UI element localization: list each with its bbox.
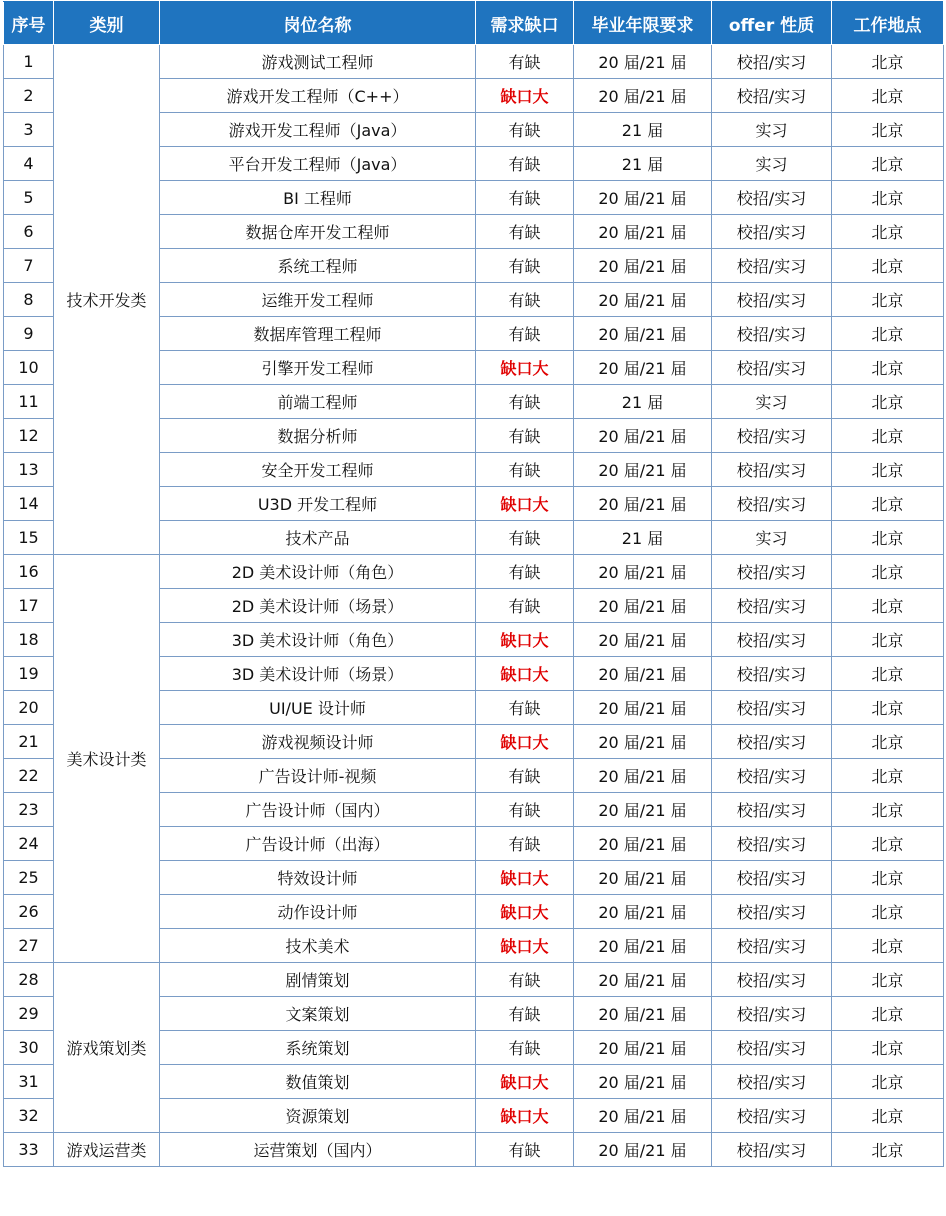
cell-position: 3D 美术设计师（角色） xyxy=(160,623,476,657)
cell-demand: 有缺 xyxy=(476,691,574,725)
cell-position: 平台开发工程师（Java） xyxy=(160,147,476,181)
table-body xyxy=(4,45,944,1167)
cell-offer-type: 校招/实习 xyxy=(712,283,832,317)
cell-offer-type: 校招/实习 xyxy=(712,487,832,521)
cell-offer-type: 校招/实习 xyxy=(712,657,832,691)
cell-position: 安全开发工程师 xyxy=(160,453,476,487)
table-row xyxy=(4,45,944,79)
cell-index: 12 xyxy=(4,419,54,453)
cell-position: BI 工程师 xyxy=(160,181,476,215)
cell-graduation: 20 届/21 届 xyxy=(574,555,712,589)
cell-position: 技术美术 xyxy=(160,929,476,963)
cell-index: 31 xyxy=(4,1065,54,1099)
cell-index: 28 xyxy=(4,963,54,997)
cell-position: 数值策划 xyxy=(160,1065,476,1099)
cell-index: 6 xyxy=(4,215,54,249)
cell-demand: 有缺 xyxy=(476,45,574,79)
cell-graduation: 21 届 xyxy=(574,521,712,555)
cell-index: 22 xyxy=(4,759,54,793)
cell-demand: 有缺 xyxy=(476,249,574,283)
cell-index: 1 xyxy=(4,45,54,79)
cell-index: 4 xyxy=(4,147,54,181)
job-table-container xyxy=(3,1,943,1167)
cell-index: 23 xyxy=(4,793,54,827)
cell-position: 资源策划 xyxy=(160,1099,476,1133)
cell-location: 北京 xyxy=(832,895,944,929)
cell-index: 11 xyxy=(4,385,54,419)
cell-graduation: 20 届/21 届 xyxy=(574,351,712,385)
cell-position: 数据分析师 xyxy=(160,419,476,453)
cell-graduation: 21 届 xyxy=(574,385,712,419)
cell-graduation: 20 届/21 届 xyxy=(574,657,712,691)
cell-demand: 缺口大 xyxy=(476,861,574,895)
cell-index: 30 xyxy=(4,1031,54,1065)
cell-position: 2D 美术设计师（场景） xyxy=(160,589,476,623)
cell-index: 9 xyxy=(4,317,54,351)
cell-location: 北京 xyxy=(832,215,944,249)
cell-position: 2D 美术设计师（角色） xyxy=(160,555,476,589)
cell-offer-type: 校招/实习 xyxy=(712,1031,832,1065)
cell-demand: 有缺 xyxy=(476,589,574,623)
cell-index: 5 xyxy=(4,181,54,215)
cell-index: 32 xyxy=(4,1099,54,1133)
cell-demand: 有缺 xyxy=(476,283,574,317)
cell-demand: 有缺 xyxy=(476,385,574,419)
cell-graduation: 20 届/21 届 xyxy=(574,589,712,623)
cell-graduation: 20 届/21 届 xyxy=(574,79,712,113)
cell-position: 数据库管理工程师 xyxy=(160,317,476,351)
cell-position: 数据仓库开发工程师 xyxy=(160,215,476,249)
cell-index: 7 xyxy=(4,249,54,283)
cell-category: 技术开发类 xyxy=(54,45,160,555)
cell-position: 剧情策划 xyxy=(160,963,476,997)
cell-position: 运营策划（国内） xyxy=(160,1133,476,1167)
cell-demand: 缺口大 xyxy=(476,657,574,691)
cell-graduation: 20 届/21 届 xyxy=(574,895,712,929)
cell-index: 8 xyxy=(4,283,54,317)
cell-graduation: 20 届/21 届 xyxy=(574,487,712,521)
cell-index: 17 xyxy=(4,589,54,623)
header-location: 工作地点 xyxy=(832,2,944,45)
cell-location: 北京 xyxy=(832,249,944,283)
cell-index: 27 xyxy=(4,929,54,963)
cell-offer-type: 校招/实习 xyxy=(712,79,832,113)
cell-demand: 缺口大 xyxy=(476,725,574,759)
cell-demand: 缺口大 xyxy=(476,487,574,521)
cell-offer-type: 校招/实习 xyxy=(712,215,832,249)
cell-graduation: 20 届/21 届 xyxy=(574,1065,712,1099)
header-graduation: 毕业年限要求 xyxy=(574,2,712,45)
cell-demand: 有缺 xyxy=(476,759,574,793)
cell-graduation: 20 届/21 届 xyxy=(574,861,712,895)
cell-graduation: 20 届/21 届 xyxy=(574,283,712,317)
cell-offer-type: 校招/实习 xyxy=(712,929,832,963)
cell-index: 13 xyxy=(4,453,54,487)
cell-location: 北京 xyxy=(832,45,944,79)
cell-index: 3 xyxy=(4,113,54,147)
cell-category: 游戏运营类 xyxy=(54,1133,160,1167)
cell-demand: 缺口大 xyxy=(476,623,574,657)
cell-offer-type: 校招/实习 xyxy=(712,623,832,657)
cell-position: 引擎开发工程师 xyxy=(160,351,476,385)
cell-location: 北京 xyxy=(832,759,944,793)
cell-demand: 有缺 xyxy=(476,453,574,487)
cell-position: 技术产品 xyxy=(160,521,476,555)
cell-position: U3D 开发工程师 xyxy=(160,487,476,521)
cell-position: UI/UE 设计师 xyxy=(160,691,476,725)
cell-demand: 缺口大 xyxy=(476,895,574,929)
cell-offer-type: 校招/实习 xyxy=(712,419,832,453)
cell-index: 20 xyxy=(4,691,54,725)
cell-index: 25 xyxy=(4,861,54,895)
cell-offer-type: 校招/实习 xyxy=(712,963,832,997)
cell-graduation: 20 届/21 届 xyxy=(574,1031,712,1065)
cell-category: 美术设计类 xyxy=(54,555,160,963)
cell-location: 北京 xyxy=(832,113,944,147)
cell-position: 游戏开发工程师（Java） xyxy=(160,113,476,147)
cell-demand: 有缺 xyxy=(476,317,574,351)
cell-offer-type: 校招/实习 xyxy=(712,589,832,623)
cell-position: 3D 美术设计师（场景） xyxy=(160,657,476,691)
cell-demand: 缺口大 xyxy=(476,1099,574,1133)
cell-location: 北京 xyxy=(832,1031,944,1065)
cell-index: 29 xyxy=(4,997,54,1031)
cell-location: 北京 xyxy=(832,317,944,351)
cell-index: 21 xyxy=(4,725,54,759)
cell-position: 前端工程师 xyxy=(160,385,476,419)
cell-offer-type: 校招/实习 xyxy=(712,1099,832,1133)
cell-index: 15 xyxy=(4,521,54,555)
cell-position: 广告设计师（出海） xyxy=(160,827,476,861)
cell-offer-type: 校招/实习 xyxy=(712,351,832,385)
cell-demand: 有缺 xyxy=(476,793,574,827)
cell-demand: 缺口大 xyxy=(476,929,574,963)
cell-offer-type: 校招/实习 xyxy=(712,249,832,283)
cell-demand: 有缺 xyxy=(476,827,574,861)
cell-location: 北京 xyxy=(832,963,944,997)
cell-index: 24 xyxy=(4,827,54,861)
cell-graduation: 20 届/21 届 xyxy=(574,419,712,453)
cell-position: 游戏视频设计师 xyxy=(160,725,476,759)
cell-location: 北京 xyxy=(832,691,944,725)
cell-offer-type: 校招/实习 xyxy=(712,725,832,759)
cell-location: 北京 xyxy=(832,487,944,521)
table-row xyxy=(4,963,944,997)
cell-location: 北京 xyxy=(832,1099,944,1133)
cell-position: 运维开发工程师 xyxy=(160,283,476,317)
cell-location: 北京 xyxy=(832,521,944,555)
cell-graduation: 20 届/21 届 xyxy=(574,997,712,1031)
cell-graduation: 20 届/21 届 xyxy=(574,249,712,283)
cell-offer-type: 校招/实习 xyxy=(712,555,832,589)
cell-location: 北京 xyxy=(832,351,944,385)
cell-graduation: 20 届/21 届 xyxy=(574,793,712,827)
header-category: 类别 xyxy=(54,2,160,45)
cell-demand: 有缺 xyxy=(476,555,574,589)
cell-location: 北京 xyxy=(832,1133,944,1167)
cell-index: 19 xyxy=(4,657,54,691)
cell-demand: 缺口大 xyxy=(476,1065,574,1099)
cell-demand: 有缺 xyxy=(476,147,574,181)
cell-location: 北京 xyxy=(832,555,944,589)
cell-graduation: 20 届/21 届 xyxy=(574,623,712,657)
cell-demand: 有缺 xyxy=(476,181,574,215)
cell-offer-type: 实习 xyxy=(712,385,832,419)
cell-demand: 有缺 xyxy=(476,1031,574,1065)
cell-position: 系统工程师 xyxy=(160,249,476,283)
cell-index: 14 xyxy=(4,487,54,521)
cell-demand: 缺口大 xyxy=(476,79,574,113)
cell-graduation: 20 届/21 届 xyxy=(574,317,712,351)
cell-offer-type: 校招/实习 xyxy=(712,181,832,215)
table-row xyxy=(4,555,944,589)
cell-demand: 有缺 xyxy=(476,113,574,147)
header-row xyxy=(4,2,944,45)
cell-location: 北京 xyxy=(832,589,944,623)
cell-graduation: 21 届 xyxy=(574,113,712,147)
cell-position: 游戏开发工程师（C++） xyxy=(160,79,476,113)
cell-offer-type: 校招/实习 xyxy=(712,1065,832,1099)
header-demand: 需求缺口 xyxy=(476,2,574,45)
cell-graduation: 20 届/21 届 xyxy=(574,45,712,79)
job-table xyxy=(3,1,944,1167)
cell-offer-type: 实习 xyxy=(712,147,832,181)
cell-index: 33 xyxy=(4,1133,54,1167)
cell-position: 系统策划 xyxy=(160,1031,476,1065)
cell-offer-type: 校招/实习 xyxy=(712,453,832,487)
cell-position: 特效设计师 xyxy=(160,861,476,895)
cell-offer-type: 校招/实习 xyxy=(712,827,832,861)
cell-demand: 有缺 xyxy=(476,215,574,249)
cell-location: 北京 xyxy=(832,283,944,317)
header-index: 序号 xyxy=(4,2,54,45)
cell-location: 北京 xyxy=(832,929,944,963)
cell-location: 北京 xyxy=(832,419,944,453)
cell-graduation: 20 届/21 届 xyxy=(574,929,712,963)
cell-graduation: 20 届/21 届 xyxy=(574,725,712,759)
cell-location: 北京 xyxy=(832,861,944,895)
cell-offer-type: 校招/实习 xyxy=(712,317,832,351)
cell-location: 北京 xyxy=(832,453,944,487)
cell-position: 动作设计师 xyxy=(160,895,476,929)
cell-graduation: 20 届/21 届 xyxy=(574,1133,712,1167)
cell-index: 16 xyxy=(4,555,54,589)
cell-location: 北京 xyxy=(832,1065,944,1099)
cell-graduation: 20 届/21 届 xyxy=(574,963,712,997)
cell-position: 游戏测试工程师 xyxy=(160,45,476,79)
cell-index: 2 xyxy=(4,79,54,113)
cell-position: 广告设计师-视频 xyxy=(160,759,476,793)
cell-location: 北京 xyxy=(832,385,944,419)
header-position: 岗位名称 xyxy=(160,2,476,45)
cell-demand: 有缺 xyxy=(476,419,574,453)
cell-position: 文案策划 xyxy=(160,997,476,1031)
cell-location: 北京 xyxy=(832,793,944,827)
cell-offer-type: 校招/实习 xyxy=(712,895,832,929)
cell-offer-type: 校招/实习 xyxy=(712,793,832,827)
cell-graduation: 20 届/21 届 xyxy=(574,691,712,725)
cell-offer-type: 校招/实习 xyxy=(712,861,832,895)
cell-demand: 缺口大 xyxy=(476,351,574,385)
table-row xyxy=(4,1133,944,1167)
cell-graduation: 20 届/21 届 xyxy=(574,759,712,793)
cell-offer-type: 校招/实习 xyxy=(712,759,832,793)
cell-index: 18 xyxy=(4,623,54,657)
cell-location: 北京 xyxy=(832,79,944,113)
cell-location: 北京 xyxy=(832,147,944,181)
cell-index: 10 xyxy=(4,351,54,385)
cell-demand: 有缺 xyxy=(476,997,574,1031)
cell-offer-type: 实习 xyxy=(712,521,832,555)
cell-graduation: 20 届/21 届 xyxy=(574,827,712,861)
cell-location: 北京 xyxy=(832,725,944,759)
cell-offer-type: 校招/实习 xyxy=(712,997,832,1031)
cell-graduation: 20 届/21 届 xyxy=(574,453,712,487)
header-offer-type: offer 性质 xyxy=(712,2,832,45)
cell-location: 北京 xyxy=(832,623,944,657)
cell-offer-type: 实习 xyxy=(712,113,832,147)
cell-location: 北京 xyxy=(832,657,944,691)
cell-graduation: 20 届/21 届 xyxy=(574,181,712,215)
cell-demand: 有缺 xyxy=(476,1133,574,1167)
cell-graduation: 21 届 xyxy=(574,147,712,181)
cell-location: 北京 xyxy=(832,827,944,861)
cell-demand: 有缺 xyxy=(476,521,574,555)
cell-demand: 有缺 xyxy=(476,963,574,997)
cell-location: 北京 xyxy=(832,997,944,1031)
cell-graduation: 20 届/21 届 xyxy=(574,1099,712,1133)
cell-location: 北京 xyxy=(832,181,944,215)
cell-category: 游戏策划类 xyxy=(54,963,160,1133)
cell-offer-type: 校招/实习 xyxy=(712,45,832,79)
cell-offer-type: 校招/实习 xyxy=(712,691,832,725)
cell-position: 广告设计师（国内） xyxy=(160,793,476,827)
cell-graduation: 20 届/21 届 xyxy=(574,215,712,249)
cell-offer-type: 校招/实习 xyxy=(712,1133,832,1167)
cell-index: 26 xyxy=(4,895,54,929)
